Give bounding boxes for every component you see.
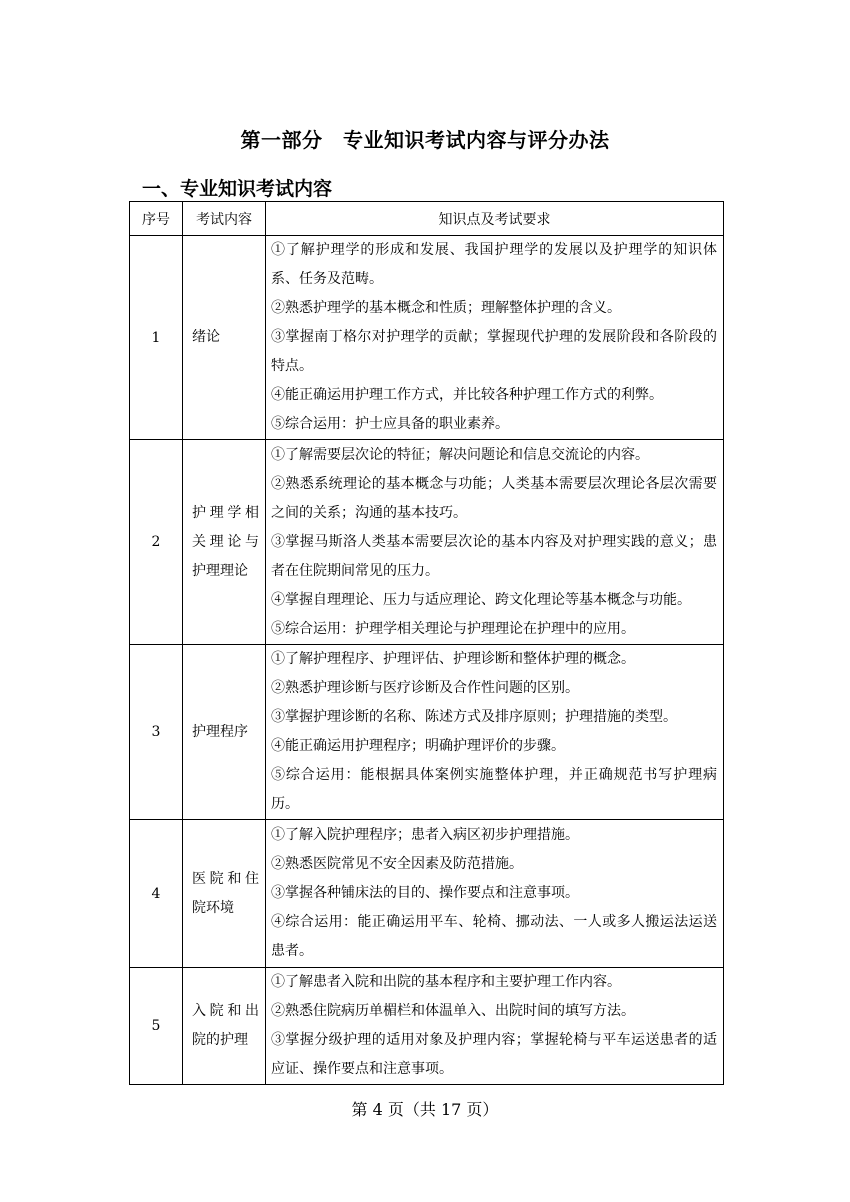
table-row — [130, 968, 724, 1085]
table-row — [130, 440, 724, 645]
row-topic: 医院和住院环境 — [183, 820, 266, 968]
requirement-item: ④掌握自理理论、压力与适应理论、跨文化理论等基本概念与功能。 — [271, 591, 691, 608]
page-footer: 第 4 页（共 17 页） — [351, 1100, 499, 1119]
row-requirements — [266, 820, 724, 968]
row-topic: 护理学相关理论与护理理论 — [183, 440, 266, 645]
requirement-item: ③掌握南丁格尔对护理学的贡献；掌握现代护理的发展阶段和各阶段的特点。 — [271, 329, 717, 374]
requirement-item: ②熟悉住院病历单楣栏和体温单入、出院时间的填写方法。 — [271, 1003, 635, 1019]
row-topic: 绪论 — [183, 236, 266, 440]
requirement-item: ①了解护理学的形成和发展、我国护理学的发展以及护理学的知识体系、任务及范畴。 — [271, 242, 717, 287]
requirement-item: ⑤综合运用：护理学相关理论与护理理论在护理中的应用。 — [271, 620, 635, 637]
requirement-item: ①了解患者入院和出院的基本程序和主要护理工作内容。 — [271, 974, 621, 990]
table-row — [130, 236, 724, 440]
requirement-item: ⑤综合运用：护士应具备的职业素养。 — [271, 416, 509, 432]
requirement-item: ②熟悉护理诊断与医疗诊断及合作性问题的区别。 — [271, 680, 579, 696]
row-topic: 护理程序 — [183, 645, 266, 820]
requirement-item: ①了解需要层次论的特征；解决问题论和信息交流论的内容。 — [271, 446, 649, 463]
row-topic: 入院和出院的护理 — [183, 968, 266, 1085]
page-title: 第一部分 专业知识考试内容与评分办法 — [240, 128, 610, 152]
requirement-item: ③掌握马斯洛人类基本需要层次论的基本内容及对护理实践的意义；患者在住院期间常见的压力。 — [271, 533, 717, 579]
section-title: 一、专业知识考试内容 — [142, 178, 333, 200]
table-row — [130, 820, 724, 968]
row-number: 2 — [130, 440, 183, 645]
requirement-item: ①了解入院护理程序；患者入病区初步护理措施。 — [271, 827, 579, 843]
row-requirements — [266, 236, 724, 440]
requirement-item: ②熟悉系统理论的基本概念与功能；人类基本需要层次理论各层次需要之间的关系；沟通的基本技巧。 — [271, 475, 717, 521]
requirement-item: ③掌握分级护理的适用对象及护理内容；掌握轮椅与平车运送患者的适应证、操作要点和注意事项。 — [271, 1032, 717, 1077]
requirement-item: ④综合运用：能正确运用平车、轮椅、挪动法、一人或多人搬运法运送患者。 — [271, 914, 717, 959]
requirement-item: ③掌握护理诊断的名称、陈述方式及排序原则；护理措施的类型。 — [271, 709, 677, 725]
requirement-item: ④能正确运用护理程序；明确护理评价的步骤。 — [271, 738, 565, 754]
row-requirements — [266, 968, 724, 1085]
requirement-item: ⑤综合运用：能根据具体案例实施整体护理，并正确规范书写护理病历。 — [271, 767, 717, 812]
exam-content-table — [129, 201, 724, 1085]
header-no: 序号 — [130, 202, 183, 236]
header-topic: 考试内容 — [183, 202, 266, 236]
requirement-item: ②熟悉护理学的基本概念和性质；理解整体护理的含义。 — [271, 300, 621, 316]
row-number: 5 — [130, 968, 183, 1085]
row-number: 3 — [130, 645, 183, 820]
row-requirements — [266, 440, 724, 645]
row-number: 1 — [130, 236, 183, 440]
requirement-item: ④能正确运用护理工作方式，并比较各种护理工作方式的利弊。 — [271, 387, 663, 403]
row-number: 4 — [130, 820, 183, 968]
requirement-item: ①了解护理程序、护理评估、护理诊断和整体护理的概念。 — [271, 651, 635, 667]
table-header-row — [130, 202, 724, 236]
header-requirements: 知识点及考试要求 — [266, 202, 724, 236]
table-row — [130, 645, 724, 820]
row-requirements — [266, 645, 724, 820]
requirement-item: ③掌握各种铺床法的目的、操作要点和注意事项。 — [271, 885, 579, 901]
requirement-item: ②熟悉医院常见不安全因素及防范措施。 — [271, 856, 523, 872]
